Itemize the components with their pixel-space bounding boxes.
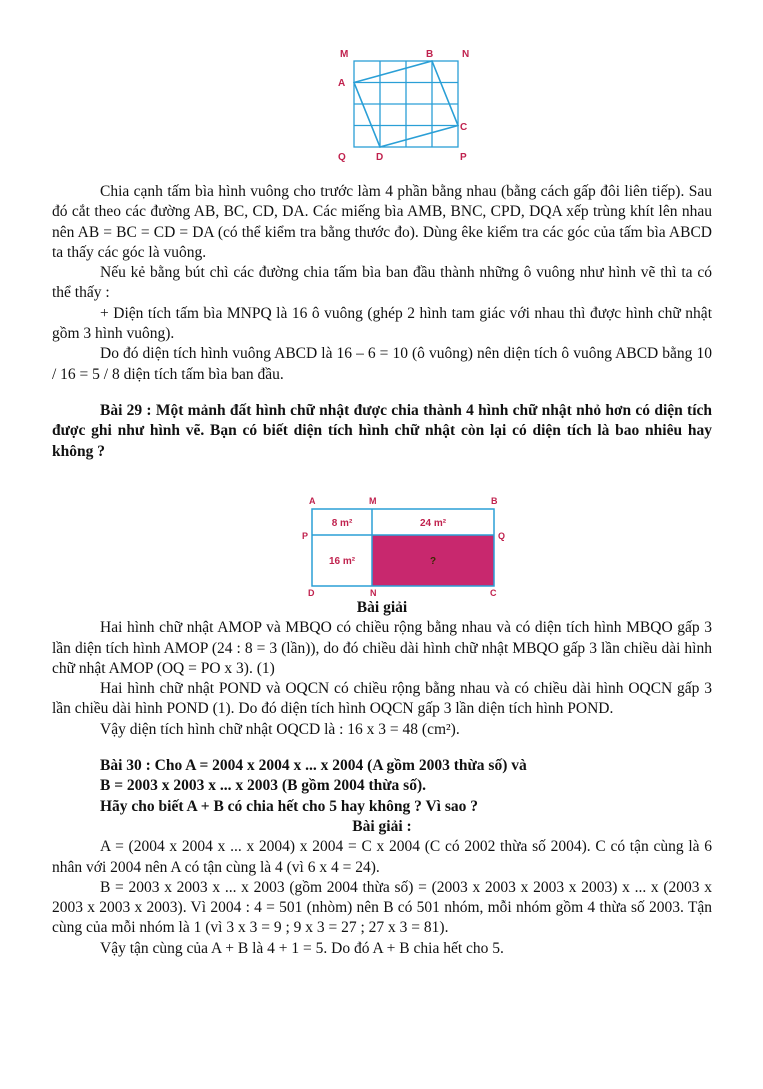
paragraph: Vậy diện tích hình chữ nhật OQCD là : 16 x 3 = 48 (cm²). xyxy=(100,720,460,738)
paragraph: A = (2004 x 2004 x ... x 2004) x 2004 = C x 2004 (C có 2002 thừa số 2004). C có tận cùng là 6 nhân với 2004 nên A có tận cùng là 4 (vì 6 x 4 = 24). xyxy=(52,838,712,876)
label-c: C xyxy=(460,122,468,133)
corner-c: C xyxy=(490,588,497,598)
exercise-30-question-line1: Bài 30 : Cho A = 2004 x 2004 x ... x 2004 (A gồm 2003 thừa số) và xyxy=(100,757,527,775)
label-n: N xyxy=(462,49,470,60)
paragraph: Vậy tận cùng của A + B là 4 + 1 = 5. Do đó A + B chia hết cho 5. xyxy=(100,939,504,957)
paragraph: Nếu kẻ bằng bút chì các đường chia tấm bìa ban đầu thành những ô vuông như hình vẽ thì ta có thể thấy : xyxy=(52,264,712,302)
exercise-30-question-line2: B = 2003 x 2003 x ... x 2003 (B gồm 2004 thừa số). xyxy=(100,777,426,795)
label-m: M xyxy=(340,49,349,60)
paragraph: Hai hình chữ nhật POND và OQCN có chiều rộng bằng nhau và có chiều dài hình OQCN gấp 3 lần chiều dài hình POND (1). Do đó diện tích hình OQCN gấp 3 lần diện tích hình POND. xyxy=(52,680,712,718)
solution-title: Bài giải xyxy=(356,599,408,616)
corner-p: P xyxy=(302,531,309,541)
corner-d: D xyxy=(308,588,315,598)
square-grid-figure xyxy=(330,44,480,169)
label-p: P xyxy=(460,152,467,163)
label-q: Q xyxy=(338,152,346,163)
solution-title: Bài giải : xyxy=(352,817,412,835)
exercise-29-question: Bài 29 : Một mảnh đất hình chữ nhật được chia thành 4 hình chữ nhật nhỏ hơn có diện tích được ghi như hình vẽ. Bạn có biết diện tích hình chữ nhật còn lại có diện tích là bao nhiêu hay không ? xyxy=(52,401,712,460)
label-a: A xyxy=(338,78,346,89)
corner-a: A xyxy=(309,496,316,506)
paragraph: Chia cạnh tấm bìa hình vuông cho trước làm 4 phần bằng nhau (bằng cách gấp đôi liên tiếp). Sau đó cắt theo các đường AB, BC, CD, DA. Các miếng bìa AMB, BNC, CPD, DQA xếp trùng khít lên nhau nên AB = BC = CD = DA (có thể kiểm tra bằng thước đo). Dùng êke kiểm tra các góc của tấm bìa ABCD ta thấy các góc là vuông. xyxy=(52,183,712,261)
rectangle-division-figure xyxy=(300,494,510,598)
area-bottom-left: 16 m² xyxy=(328,556,356,567)
area-top-left: 8 m² xyxy=(331,518,353,529)
paragraph: + Diện tích tấm bìa MNPQ là 16 ô vuông (ghép 2 hình tam giác với nhau thì được hình chữ nhật gồm 3 hình vuông). xyxy=(52,304,712,343)
section-28-solution xyxy=(52,182,712,462)
corner-q: Q xyxy=(498,531,506,541)
paragraph: Do đó diện tích hình vuông ABCD là 16 – 6 = 10 (ô vuông) nên diện tích ô vuông ABCD bằng 10 / 16 = 5 / 8 diện tích tấm bìa ban đầu. xyxy=(52,345,712,383)
area-top-right: 24 m² xyxy=(419,518,447,529)
corner-n: N xyxy=(370,588,377,598)
exercise-30-question-line3: Hãy cho biết A + B có chia hết cho 5 hay không ? Vì sao ? xyxy=(100,797,479,815)
corner-m: M xyxy=(369,496,377,506)
label-b: B xyxy=(426,49,434,60)
corner-b: B xyxy=(491,496,498,506)
paragraph: Hai hình chữ nhật AMOP và MBQO có chiều rộng bằng nhau và có diện tích hình MBQO gấp 3 lần diện tích hình AMOP (24 : 8 = 3 (lần)), do đó chiều dài hình chữ nhật MBQO gấp 3 lần chiều dài hình chữ nhật AMOP (OQ = PO x 3). (1) xyxy=(52,619,712,677)
paragraph: B = 2003 x 2003 x ... x 2003 (gồm 2004 thừa số) = (2003 x 2003 x 2003 x 2003) x ... x (2003 x 2003 x 2003 x 2003). Vì 2004 : 4 = 501 (nhòm) nên B có 501 nhóm, mỗi nhóm gồm 4 thừa số 2003. Tận cùng của mỗi nhóm là 1 (vì 3 x 3 = 9 ; 9 x 3 = 27 ; 27 x 3 = 81). xyxy=(52,878,712,937)
label-d: D xyxy=(376,152,384,163)
section-29-30 xyxy=(52,598,712,959)
grid-lines xyxy=(354,61,458,147)
area-unknown: ? xyxy=(429,556,437,567)
